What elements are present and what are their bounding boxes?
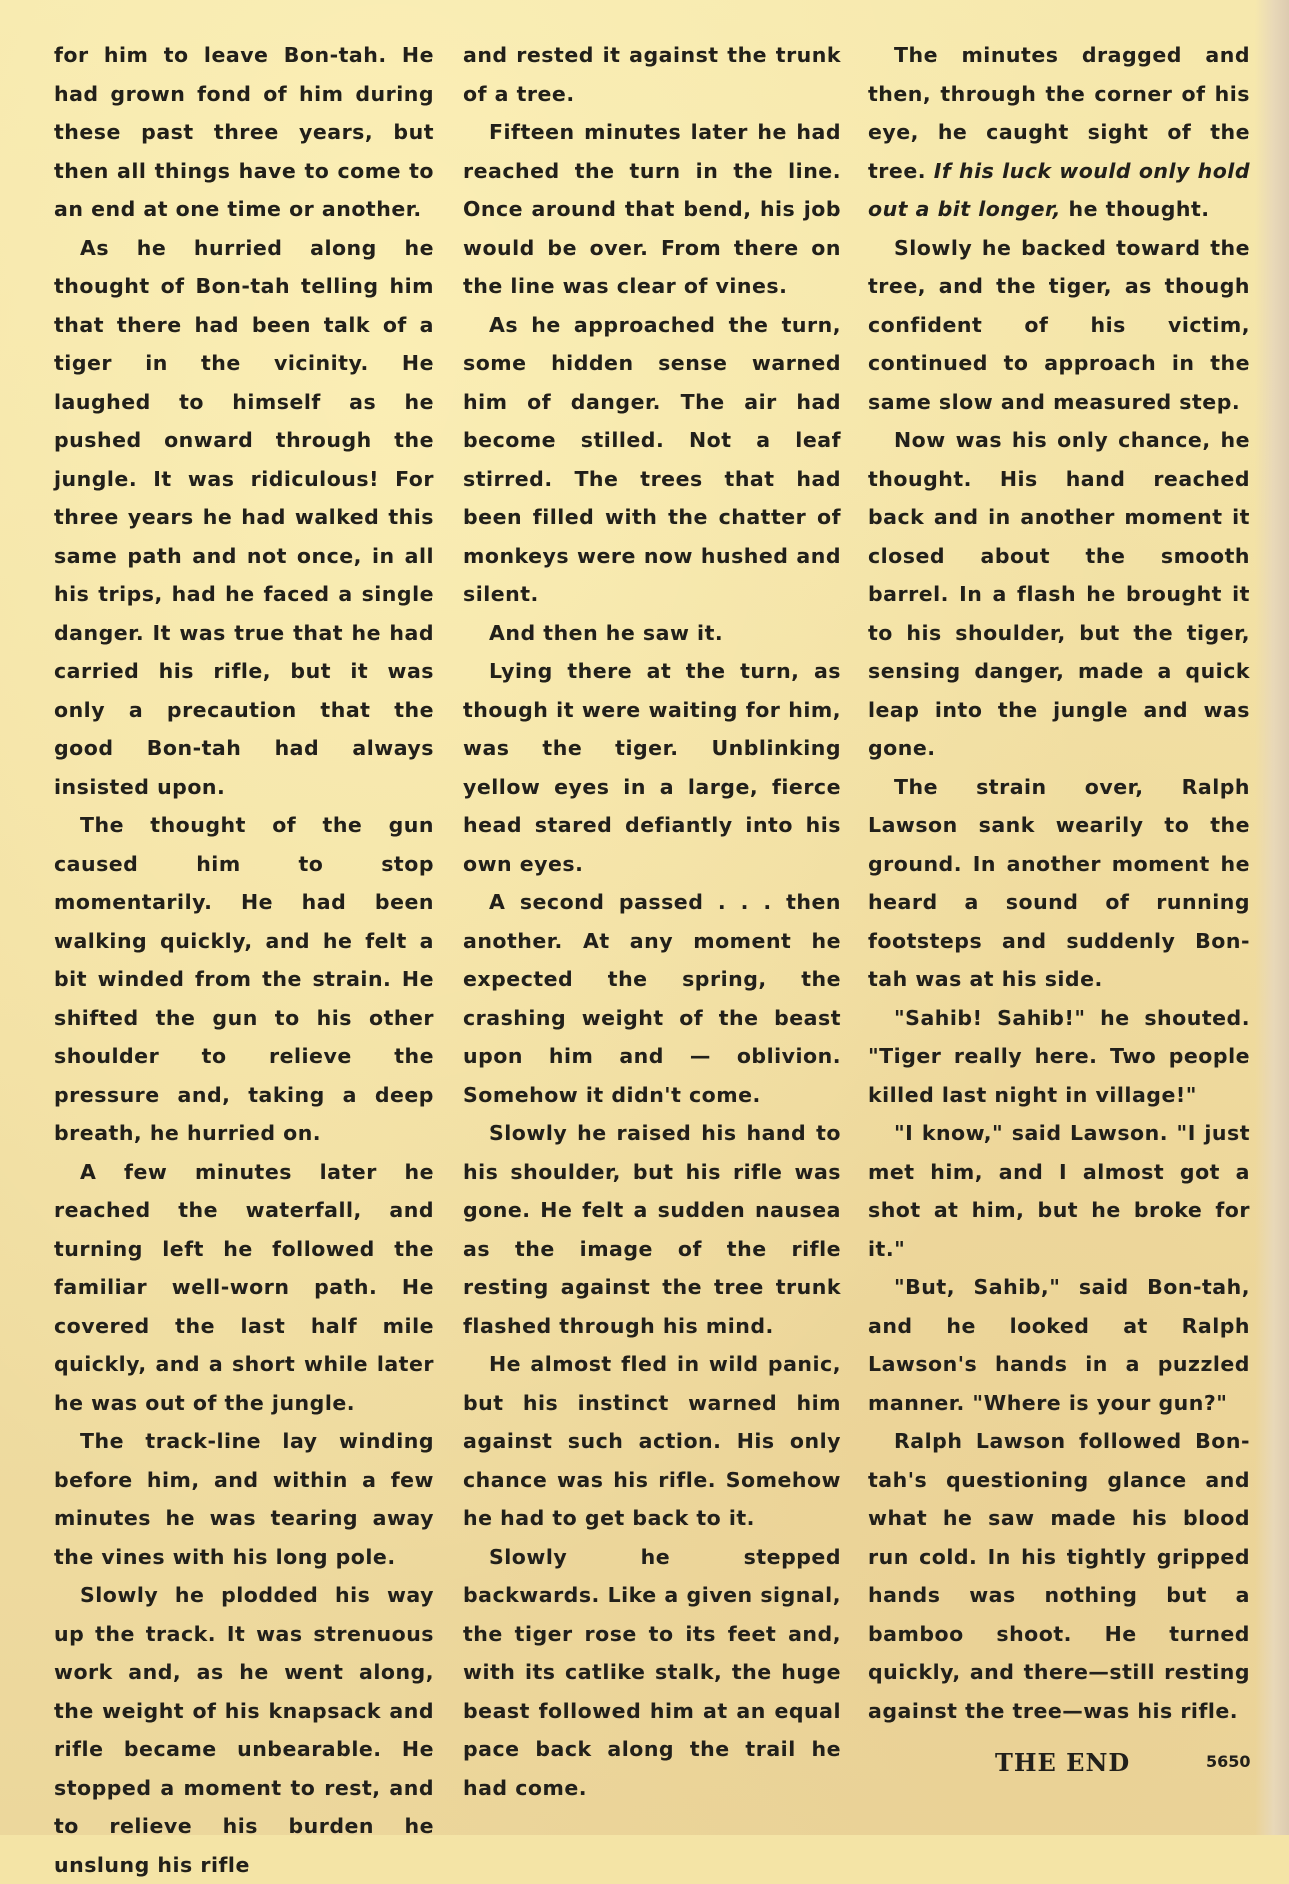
paragraph: Slowly he backed toward the tree, and the tiger, as though confident of his victim, continued to approach in the same slow and measured step.: [868, 235, 1250, 414]
paragraph: and rested it against the trunk of a tree.: [463, 43, 841, 106]
paragraph: The strain over, Ralph Lawson sank wearily to the ground. In another moment he heard a sound of running footsteps and suddenly Bon-tah was at his side.: [868, 774, 1250, 991]
paragraph-text: he thought.: [1068, 197, 1210, 221]
text-column-2: [463, 36, 841, 1807]
paragraph: [868, 36, 1250, 229]
page-code: 5650: [1206, 1752, 1251, 1771]
paragraph: Fifteen minutes later he had reached the turn in the line. Once around that bend, his job would be over. From there on the line was clear of vines.: [463, 120, 841, 298]
page-edge: [1255, 0, 1289, 1835]
paragraph: And then he saw it.: [489, 620, 724, 645]
paragraph: Now was his only chance, he thought. His hand reached back and in another moment it closed about the smooth barrel. In a flash he brought it to his shoulder, but the tiger, sensing danger, made a quick leap into the jungle and was gone.: [868, 428, 1250, 760]
paragraph: Lying there at the turn, as though it were waiting for him, was the tiger. Unblinking yellow eyes in a large, fierce head stared defiantly into his own eyes.: [463, 659, 841, 876]
paragraph: A few minutes later he reached the waterfall, and turning left he followed the familiar well-worn path. He covered the last half mile quickly, and a short while later he was out of the jungle.: [54, 1159, 434, 1415]
text-column-1: [54, 36, 434, 1884]
paragraph: Ralph Lawson followed Bon-tah's questioning glance and what he saw made his blood run cold. In his tightly gripped hands was nothing but a bamboo shoot. He turned quickly, and there—still resting against the tree—was his rifle.: [868, 1429, 1250, 1723]
paragraph: "I know," said Lawson. "I just met him, and I almost got a shot at him, but he broke for it.": [868, 1121, 1250, 1261]
paragraph: As he approached the turn, some hidden sense warned him of danger. The air had become stilled. Not a leaf stirred. The trees that had been filled with the chatter of monkeys were now hushed and silent.: [463, 312, 841, 606]
paragraph: The track-line lay winding before him, and within a few minutes he was tearing away the vines with his long pole.: [54, 1429, 434, 1569]
italic-thought: If his luck would only hold out a bit longer,: [868, 158, 1250, 221]
paragraph: As he hurried along he thought of Bon-tah telling him that there had been talk of a tiger in the vicinity. He laughed to himself as he pushed onward through the jungle. It was ridiculous! For three years he had walked this same path and not once, in all his trips, had he faced a single danger. It was true that he had carried his rifle, but it was only a precaution that the good Bon-tah had always insisted upon.: [54, 235, 434, 799]
paragraph: He almost fled in wild panic, but his instinct warned him against such action. His only chance was his rifle. Somehow he had to get back to it.: [463, 1352, 841, 1530]
paragraph: Slowly he raised his hand to his shoulder, but his rifle was gone. He felt a sudden nausea as the image of the rifle resting against the tree trunk flashed through his mind.: [463, 1121, 841, 1338]
paragraph: Slowly he plodded his way up the track. It was strenuous work and, as he went along, the weight of his knapsack and rifle became unbearable. He stopped a moment to rest, and to relieve his burden he unslung his rifle: [54, 1583, 434, 1877]
paragraph-text: The minutes dragged and then, through the corner of his eye, he caught sight of the tree.: [868, 43, 1250, 183]
text-column-3: [868, 36, 1250, 1730]
paragraph: for him to leave Bon-tah. He had grown fond of him during these past three years, but then all things have to come to an end at one time or another.: [54, 43, 434, 221]
paragraph: The thought of the gun caused him to stop momentarily. He had been walking quickly, and he felt a bit winded from the strain. He shifted the gun to his other shoulder to relieve the pressure and, taking a deep breath, he hurried on.: [54, 813, 434, 1145]
the-end-label: THE END: [995, 1748, 1131, 1777]
paragraph: Slowly he stepped backwards. Like a given signal, the tiger rose to its feet and, with its catlike stalk, the huge beast followed him at an equal pace back along the trail he had come.: [463, 1544, 841, 1800]
paragraph: A second passed . . . then another. At any moment he expected the spring, the crashing weight of the beast upon him and — oblivion. Somehow it didn't come.: [463, 890, 841, 1107]
paragraph: "Sahib! Sahib!" he shouted. "Tiger really here. Two people killed last night in village!": [868, 1005, 1250, 1107]
paragraph: "But, Sahib," said Bon-tah, and he looked at Ralph Lawson's hands in a puzzled manner. "Where is your gun?": [868, 1275, 1250, 1415]
